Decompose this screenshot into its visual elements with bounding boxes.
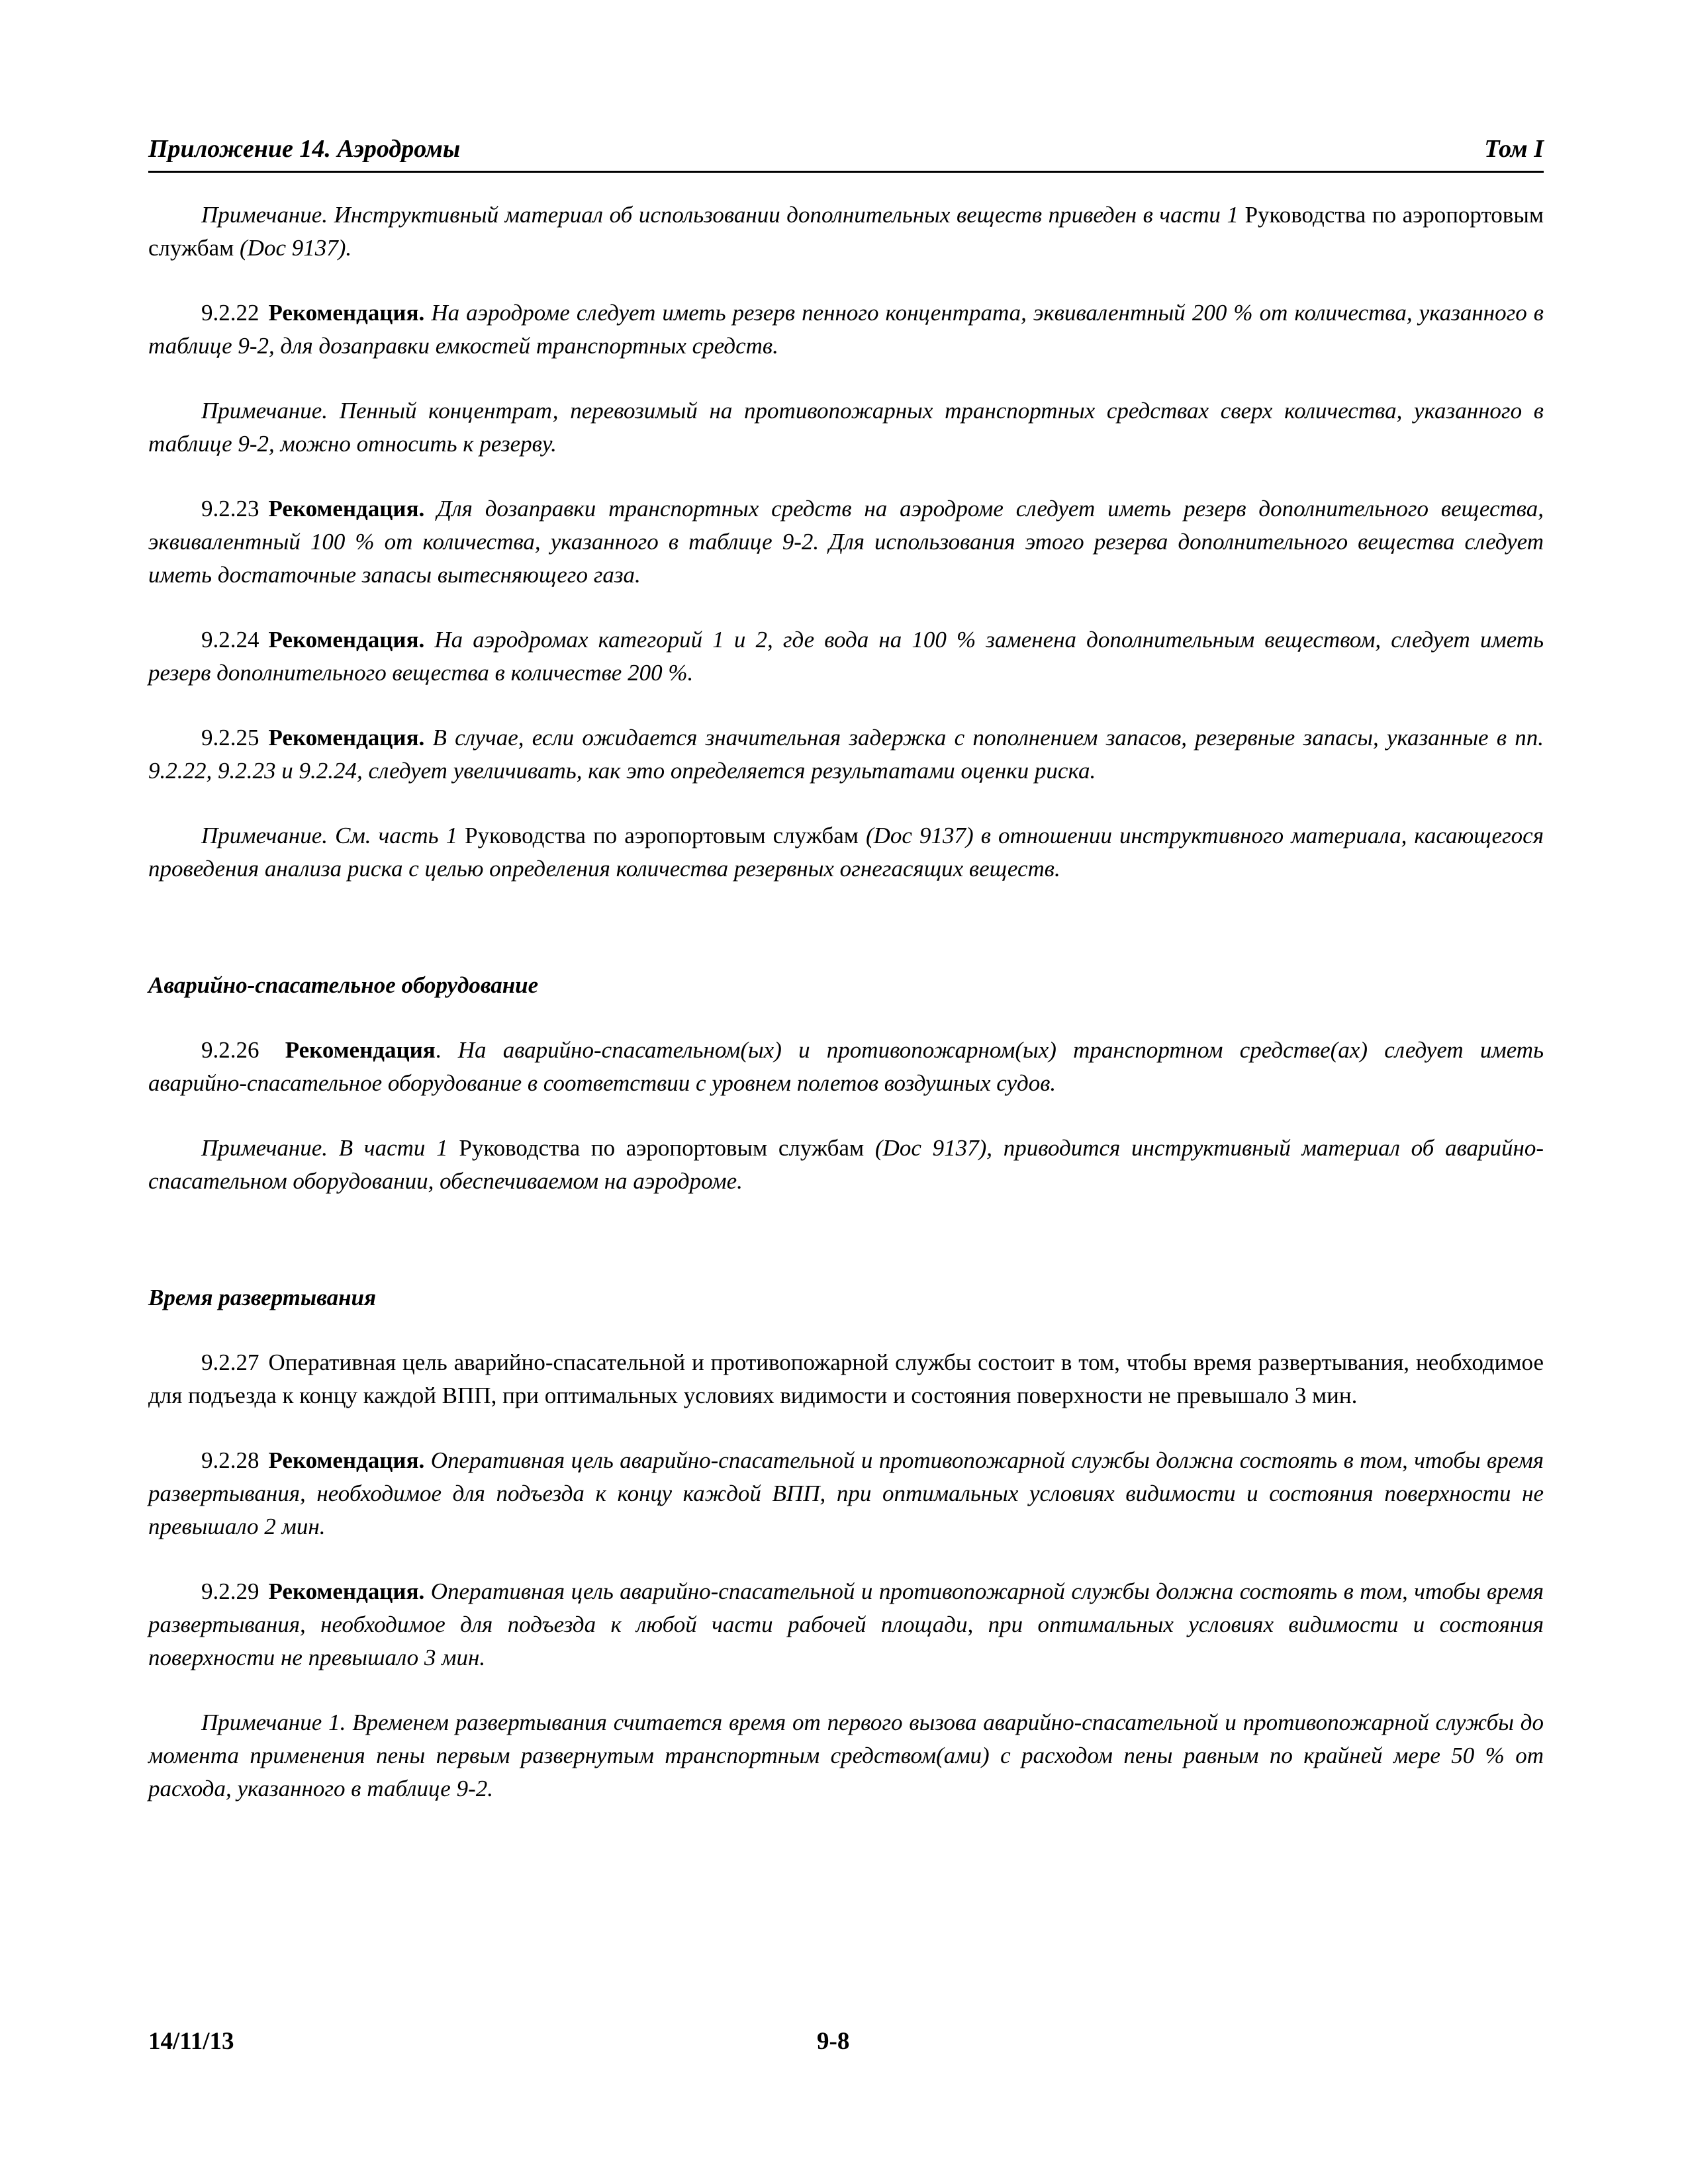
note-risk-analysis: [148, 819, 1544, 886]
recommendation-label: Рекомендация.: [268, 1578, 425, 1604]
paragraph-text: На аварийно-спасательном(ых) и противопожарном(ых) транспортном средстве(ах) следует иметь аварийно-спасательное оборудование в соответствии с уровнем полетов воздушных судов.: [148, 1037, 1544, 1096]
note-tail: (Doc 9137).: [234, 235, 352, 261]
paragraph-number: 9.2.24: [201, 627, 259, 653]
recommendation-label: Рекомендация.: [268, 300, 425, 326]
footer-date: 14/11/13: [148, 2028, 234, 2055]
paragraph-9-2-27: [148, 1346, 1544, 1412]
paragraph-number: 9.2.28: [201, 1447, 259, 1473]
footer-page-number: 9-8: [817, 2028, 850, 2055]
paragraph-text: В случае, если ожидается значительная задержка с пополнением запасов, резервные запасы, указанные в пп. 9.2.22, 9.2.23 и 9.2.24, следует увеличивать, как это определяется результатами оценки риска.: [148, 725, 1544, 784]
paragraph-9-2-23: [148, 492, 1544, 592]
paragraph-number: 9.2.26: [201, 1037, 259, 1063]
page-header: [148, 132, 1544, 173]
recommendation-label: Рекомендация.: [268, 725, 425, 751]
manual-reference: Руководства по аэропортовым службам: [459, 1135, 865, 1161]
paragraph-9-2-28: [148, 1444, 1544, 1543]
manual-reference: Руководства по аэропортовым службам: [465, 823, 859, 848]
paragraph-number: 9.2.25: [201, 725, 259, 751]
paragraph-9-2-25: [148, 721, 1544, 788]
note-foam-reserve: [148, 394, 1544, 461]
recommendation-label: Рекомендация: [285, 1037, 436, 1063]
header-volume: Том I: [1484, 135, 1544, 163]
header-title: Приложение 14. Аэродромы: [148, 135, 461, 163]
paragraph-text: Оперативная цель аварийно-спасательной и противопожарной службы должна состоять в том, чтобы время развертывания, необходимое для подъезда к любой части рабочей площади, при оптимальных условиях видимости и состояния поверхности не превышало 3 мин.: [148, 1578, 1544, 1670]
note-text: Примечание 1. Временем развертывания считается время от первого вызова аварийно-спасательной и противопожарной службы до момента применения пены первым развернутым транспортным средством(ами) с расходом пены равным по крайней мере 50 % от расхода, указанного в таблице 9-2.: [148, 1709, 1544, 1801]
note-tail: (Doc 9137) в отношении инструктивного материала, касающегося проведения анализа риска с целью определения количества резервных огнегасящих веществ.: [148, 823, 1544, 882]
recommendation-dot: .: [435, 1037, 442, 1063]
note-text: Примечание. Пенный концентрат, перевозимый на противопожарных транспортных средствах сверх количества, указанного в таблице 9-2, можно относить к резерву.: [148, 398, 1544, 457]
section-heading-rescue-equipment: Аварийно-спасательное оборудование: [148, 972, 539, 998]
paragraph-9-2-22: [148, 296, 1544, 363]
note-lead: Примечание. Инструктивный материал об использовании дополнительных веществ приведен в части 1: [201, 202, 1245, 228]
note-tail: (Doc 9137), приводится инструктивный материал об аварийно-спасательном оборудовании, обеспечиваемом на аэродроме.: [148, 1135, 1544, 1194]
section-heading-response-time: Время развертывания: [148, 1285, 377, 1310]
note-additional-agents: [148, 199, 1544, 265]
page-content: [148, 199, 1544, 1837]
note-lead: Примечание. В части 1: [201, 1135, 459, 1161]
note-response-time-definition: [148, 1706, 1544, 1805]
paragraph-text: Для дозаправки транспортных средств на аэродроме следует иметь резерв дополнительного вещества, эквивалентный 100 % от количества, указанного в таблице 9-2. Для использования этого резерва дополнительного вещества следует иметь достаточные запасы вытесняющего газа.: [148, 496, 1544, 588]
paragraph-number: 9.2.29: [201, 1578, 259, 1604]
paragraph-number: 9.2.27: [201, 1349, 259, 1375]
manual-reference: Руководства по аэропортовым службам: [148, 202, 1544, 261]
note-rescue-equipment: [148, 1132, 1544, 1198]
recommendation-label: Рекомендация.: [268, 1447, 425, 1473]
paragraph-text: Оперативная цель аварийно-спасательной и противопожарной службы состоит в том, чтобы время развертывания, необходимое для подъезда к концу каждой ВПП, при оптимальных условиях видимости и состояния поверхности не превышало 3 мин.: [148, 1349, 1544, 1408]
paragraph-number: 9.2.22: [201, 300, 259, 326]
paragraph-text: На аэродроме следует иметь резерв пенного концентрата, эквивалентный 200 % от количества, указанного в таблице 9-2, для дозаправки емкостей транспортных средств.: [148, 300, 1544, 359]
recommendation-label: Рекомендация.: [268, 496, 425, 522]
paragraph-text: Оперативная цель аварийно-спасательной и противопожарной службы должна состоять в том, чтобы время развертывания, необходимое для подъезда к концу каждой ВПП, при оптимальных условиях видимости и состояния поверхности не превышало 2 мин.: [148, 1447, 1544, 1539]
paragraph-text: На аэродромах категорий 1 и 2, где вода на 100 % заменена дополнительным веществом, следует иметь резерв дополнительного вещества в количестве 200 %.: [148, 627, 1544, 686]
note-lead: Примечание. См. часть 1: [201, 823, 465, 848]
paragraph-9-2-24: [148, 623, 1544, 690]
paragraph-9-2-26: [148, 1034, 1544, 1100]
paragraph-number: 9.2.23: [201, 496, 259, 522]
paragraph-9-2-29: [148, 1575, 1544, 1674]
recommendation-label: Рекомендация.: [268, 627, 425, 653]
